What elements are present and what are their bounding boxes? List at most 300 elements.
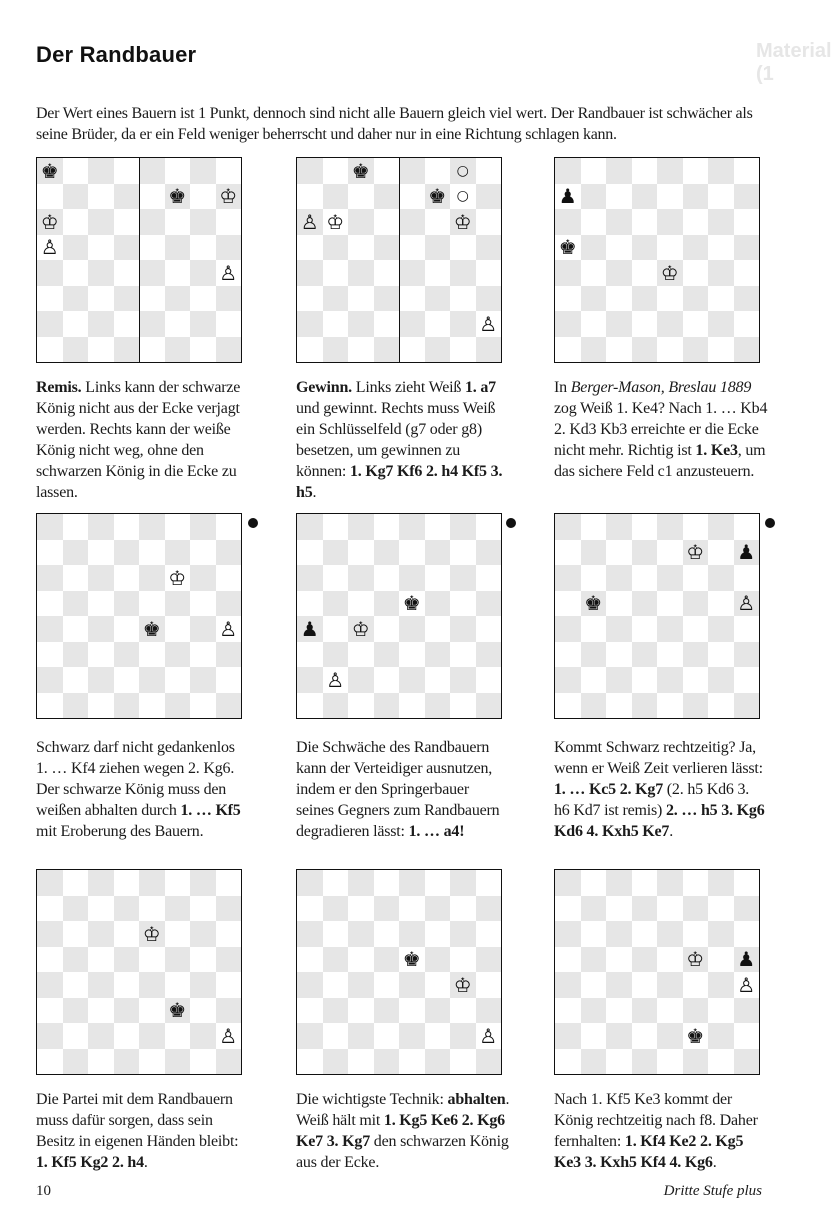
board-square-d3 <box>374 286 400 312</box>
key-square-marker-icon: ○ <box>456 162 469 179</box>
board-square-e3 <box>139 286 165 312</box>
board-square-a4 <box>37 972 63 998</box>
board-square-d8 <box>374 870 400 896</box>
board-square-a4 <box>555 616 581 642</box>
board-square-a5 <box>37 235 63 261</box>
board-square-f3 <box>683 642 709 668</box>
board-square-e4 <box>657 972 683 998</box>
board-square-d8 <box>114 158 140 184</box>
board-square-a7 <box>37 896 63 922</box>
board-square-h5 <box>216 947 242 973</box>
board-square-d7 <box>632 540 658 566</box>
board-square-a3 <box>555 286 581 312</box>
board-square-g7 <box>450 896 476 922</box>
board-square-g6 <box>190 565 216 591</box>
board-square-c8 <box>88 514 114 540</box>
board-square-e2 <box>399 1023 425 1049</box>
board-square-d7 <box>632 896 658 922</box>
board-square-f4 <box>425 260 451 286</box>
board-square-d2 <box>374 311 400 337</box>
board-square-f4 <box>425 972 451 998</box>
board-square-c1 <box>606 337 632 363</box>
board-square-h3 <box>734 642 760 668</box>
board-square-g3 <box>190 286 216 312</box>
board-square-c3 <box>348 998 374 1024</box>
board-square-h3 <box>476 286 502 312</box>
board-square-h2 <box>734 1023 760 1049</box>
board-square-d8 <box>632 514 658 540</box>
board-square-e5 <box>657 591 683 617</box>
board-square-b6 <box>581 209 607 235</box>
board-square-e7 <box>399 540 425 566</box>
board-square-h3 <box>216 642 242 668</box>
board-square-e6 <box>657 921 683 947</box>
board-square-g6 <box>450 921 476 947</box>
board-square-g7 <box>708 184 734 210</box>
board-square-f8 <box>425 870 451 896</box>
board-square-a4 <box>555 260 581 286</box>
board-square-f1 <box>425 337 451 363</box>
board-square-d3 <box>114 286 140 312</box>
board-square-b5 <box>63 235 89 261</box>
board-square-c3 <box>88 642 114 668</box>
board-square-a4 <box>297 972 323 998</box>
board-square-f5 <box>683 947 709 973</box>
black-king-icon: ♚ <box>402 947 421 972</box>
board-square-e8 <box>399 158 425 184</box>
board-square-e5 <box>399 591 425 617</box>
board-square-e7 <box>657 896 683 922</box>
board-square-g2 <box>190 1023 216 1049</box>
board-square-b6 <box>581 921 607 947</box>
board-square-g8 <box>708 514 734 540</box>
board-square-d3 <box>374 998 400 1024</box>
board-square-e1 <box>139 1049 165 1075</box>
board-square-h2 <box>734 311 760 337</box>
board-square-g2 <box>450 1023 476 1049</box>
board-square-g6 <box>708 565 734 591</box>
board-square-f8 <box>165 158 191 184</box>
board-square-d6 <box>374 209 400 235</box>
board-square-h7 <box>734 540 760 566</box>
board-square-h4 <box>734 260 760 286</box>
board-square-d4 <box>114 616 140 642</box>
board-square-a2 <box>297 667 323 693</box>
board-square-f4 <box>683 972 709 998</box>
board-square-b7 <box>63 184 89 210</box>
board-square-d8 <box>374 158 400 184</box>
board-square-c7 <box>348 184 374 210</box>
board-square-d6 <box>114 209 140 235</box>
board-square-g7 <box>708 540 734 566</box>
board-square-c6 <box>606 921 632 947</box>
board-square-c3 <box>606 998 632 1024</box>
board-square-f5 <box>165 235 191 261</box>
board-square-h8 <box>734 870 760 896</box>
board-square-g2 <box>450 667 476 693</box>
board-square-d6 <box>374 921 400 947</box>
white-pawn-icon: ♙ <box>479 311 498 336</box>
board-square-g1 <box>190 337 216 363</box>
black-king-icon: ♚ <box>168 184 187 209</box>
board-square-a2 <box>555 667 581 693</box>
board-square-a6 <box>37 921 63 947</box>
board-square-f7 <box>425 896 451 922</box>
board-square-f4 <box>425 616 451 642</box>
board-square-b6 <box>323 565 349 591</box>
board-square-c1 <box>348 693 374 719</box>
board-square-a3 <box>555 642 581 668</box>
white-king-icon: ♔ <box>660 260 679 285</box>
board-square-g5 <box>190 235 216 261</box>
board-square-c2 <box>88 311 114 337</box>
board-square-e5 <box>139 947 165 973</box>
board-square-a2 <box>297 1023 323 1049</box>
board-square-b2 <box>63 1023 89 1049</box>
board-square-b2 <box>63 311 89 337</box>
board-square-b1 <box>63 337 89 363</box>
board-square-g5 <box>708 235 734 261</box>
board-square-a7 <box>555 184 581 210</box>
board-square-f5 <box>683 591 709 617</box>
board-square-f7 <box>425 184 451 210</box>
board-square-c7 <box>88 540 114 566</box>
board-square-a5 <box>297 947 323 973</box>
board-square-d8 <box>114 514 140 540</box>
board-square-e8 <box>399 870 425 896</box>
board-square-f3 <box>165 642 191 668</box>
board-square-g5 <box>190 947 216 973</box>
board-square-d5 <box>374 947 400 973</box>
board-square-d6 <box>374 565 400 591</box>
white-pawn-icon: ♙ <box>737 972 756 997</box>
board-square-f7 <box>165 540 191 566</box>
board-square-c3 <box>606 286 632 312</box>
running-footer: Dritte Stufe plus <box>663 1183 762 1199</box>
board-square-a7 <box>297 540 323 566</box>
board-square-a3 <box>37 286 63 312</box>
board-square-a6 <box>555 209 581 235</box>
board-square-e6 <box>657 209 683 235</box>
board-square-h6 <box>216 921 242 947</box>
board-square-f2 <box>425 1023 451 1049</box>
board-square-g1 <box>708 693 734 719</box>
board-square-h7 <box>734 896 760 922</box>
board-square-c1 <box>88 693 114 719</box>
board-square-a1 <box>297 693 323 719</box>
board-square-f2 <box>165 311 191 337</box>
board-square-f5 <box>425 235 451 261</box>
board-square-b1 <box>581 337 607 363</box>
board-square-g1 <box>450 693 476 719</box>
board-square-f3 <box>425 998 451 1024</box>
board-square-e3 <box>657 998 683 1024</box>
board-square-g6 <box>450 209 476 235</box>
board-square-b5 <box>581 591 607 617</box>
board-square-e8 <box>657 158 683 184</box>
board-square-c8 <box>88 870 114 896</box>
board-square-e5 <box>399 947 425 973</box>
board-square-g4 <box>450 972 476 998</box>
board-square-g6 <box>708 209 734 235</box>
board-square-b5 <box>323 591 349 617</box>
board-square-a3 <box>297 286 323 312</box>
board-square-e3 <box>657 642 683 668</box>
board-square-f2 <box>165 667 191 693</box>
board-square-h4 <box>216 616 242 642</box>
board-square-d1 <box>632 337 658 363</box>
board-square-f6 <box>425 565 451 591</box>
board-square-e2 <box>399 311 425 337</box>
board-square-f1 <box>165 337 191 363</box>
board-square-b4 <box>323 260 349 286</box>
board-square-b3 <box>63 998 89 1024</box>
board-square-a8 <box>555 514 581 540</box>
white-king-icon: ♔ <box>168 565 187 590</box>
board-square-g7 <box>708 896 734 922</box>
board-square-e6 <box>399 209 425 235</box>
board-square-d2 <box>114 667 140 693</box>
board-square-a5 <box>555 591 581 617</box>
black-king-icon: ♚ <box>142 616 161 641</box>
board-square-c2 <box>348 1023 374 1049</box>
board-square-h5 <box>216 591 242 617</box>
board-square-b7 <box>63 896 89 922</box>
board-square-c8 <box>348 870 374 896</box>
board-square-a6 <box>297 921 323 947</box>
board-square-e4 <box>399 972 425 998</box>
board-square-c8 <box>348 514 374 540</box>
board-square-b4 <box>581 260 607 286</box>
board-square-b7 <box>63 540 89 566</box>
board-square-d6 <box>632 209 658 235</box>
board-square-h7 <box>216 540 242 566</box>
board-square-a2 <box>37 667 63 693</box>
black-pawn-icon: ♟ <box>300 616 319 641</box>
board-square-d3 <box>632 286 658 312</box>
board-square-b4 <box>323 972 349 998</box>
board-square-f3 <box>683 998 709 1024</box>
board-square-e8 <box>657 870 683 896</box>
board-square-d3 <box>632 998 658 1024</box>
board-square-e5 <box>139 235 165 261</box>
board-square-g5 <box>708 591 734 617</box>
board-square-g4 <box>708 616 734 642</box>
board-square-e1 <box>399 1049 425 1075</box>
board-square-c3 <box>88 286 114 312</box>
board-square-f7 <box>683 184 709 210</box>
board-square-a1 <box>297 337 323 363</box>
board-square-h1 <box>476 337 502 363</box>
board-square-b4 <box>581 616 607 642</box>
board-square-g7 <box>190 896 216 922</box>
board-square-e6 <box>399 921 425 947</box>
board-square-c3 <box>348 642 374 668</box>
board-square-f8 <box>165 514 191 540</box>
board-square-a8 <box>297 514 323 540</box>
board-square-c7 <box>606 540 632 566</box>
chess-diagram-1 <box>36 157 242 363</box>
board-square-g4 <box>190 260 216 286</box>
board-square-a1 <box>555 1049 581 1075</box>
board-square-h5 <box>476 947 502 973</box>
board-square-e1 <box>139 337 165 363</box>
board-square-e7 <box>399 184 425 210</box>
black-king-icon: ♚ <box>686 1023 705 1048</box>
board-square-e3 <box>657 286 683 312</box>
chess-diagram-2 <box>296 157 502 363</box>
board-square-a6 <box>555 921 581 947</box>
board-square-f3 <box>683 286 709 312</box>
board-square-h8 <box>476 158 502 184</box>
board-square-e5 <box>139 591 165 617</box>
board-square-g3 <box>450 642 476 668</box>
board-square-e4 <box>399 260 425 286</box>
board-square-h2 <box>734 667 760 693</box>
board-square-e8 <box>139 514 165 540</box>
white-king-icon: ♔ <box>686 947 705 972</box>
board-square-c4 <box>348 260 374 286</box>
board-square-f6 <box>425 921 451 947</box>
board-square-d6 <box>114 921 140 947</box>
board-square-g4 <box>190 616 216 642</box>
board-square-g2 <box>708 1023 734 1049</box>
board-square-b1 <box>323 1049 349 1075</box>
board-square-f6 <box>165 209 191 235</box>
board-square-c5 <box>88 947 114 973</box>
chess-diagram-8 <box>296 869 502 1075</box>
board-square-c7 <box>88 184 114 210</box>
board-square-b4 <box>63 260 89 286</box>
board-square-d4 <box>114 260 140 286</box>
board-square-g1 <box>708 1049 734 1075</box>
board-square-f2 <box>683 667 709 693</box>
board-square-f1 <box>425 1049 451 1075</box>
board-square-c2 <box>606 1023 632 1049</box>
board-square-d2 <box>374 667 400 693</box>
board-square-e3 <box>139 998 165 1024</box>
caption-diagram-5: Die Schwäche des Randbauern kann der Verteidiger ausnutzen, indem er den Springerbauer seines Gegners zum Randbauern degradieren lässt: 1. … a4! <box>296 739 500 840</box>
board-square-a2 <box>555 1023 581 1049</box>
board-square-a7 <box>37 184 63 210</box>
board-square-e7 <box>139 896 165 922</box>
board-square-f7 <box>683 896 709 922</box>
board-square-h2 <box>216 667 242 693</box>
black-pawn-icon: ♟ <box>558 184 577 209</box>
board-square-e7 <box>657 540 683 566</box>
board-square-c4 <box>88 260 114 286</box>
board-square-f1 <box>165 693 191 719</box>
board-square-h7 <box>476 896 502 922</box>
board-square-b8 <box>63 158 89 184</box>
chess-diagram-7 <box>36 869 242 1075</box>
board-square-f8 <box>683 870 709 896</box>
board-square-e6 <box>139 209 165 235</box>
board-square-g3 <box>190 998 216 1024</box>
board-square-h7 <box>476 184 502 210</box>
board-square-g3 <box>708 998 734 1024</box>
board-square-b2 <box>323 311 349 337</box>
board-square-h4 <box>476 616 502 642</box>
board-square-c6 <box>606 209 632 235</box>
board-square-f2 <box>683 1023 709 1049</box>
board-square-c4 <box>348 972 374 998</box>
board-square-h8 <box>734 158 760 184</box>
board-square-a8 <box>37 158 63 184</box>
board-square-a7 <box>555 540 581 566</box>
board-square-a5 <box>37 591 63 617</box>
board-square-c7 <box>88 896 114 922</box>
board-square-d8 <box>374 514 400 540</box>
board-square-f3 <box>425 642 451 668</box>
board-square-d4 <box>632 972 658 998</box>
board-square-a8 <box>297 870 323 896</box>
board-square-a5 <box>297 235 323 261</box>
board-square-h1 <box>476 1049 502 1075</box>
board-square-g2 <box>708 311 734 337</box>
board-square-g8 <box>190 870 216 896</box>
white-pawn-icon: ♙ <box>326 667 345 692</box>
board-square-h1 <box>734 337 760 363</box>
board-square-g5 <box>450 591 476 617</box>
board-square-d6 <box>632 565 658 591</box>
board-square-d5 <box>114 947 140 973</box>
board-square-b7 <box>581 184 607 210</box>
board-square-e6 <box>657 565 683 591</box>
board-square-a6 <box>37 209 63 235</box>
board-square-f4 <box>683 616 709 642</box>
board-square-a4 <box>37 616 63 642</box>
board-square-c3 <box>88 998 114 1024</box>
board-square-g7 <box>450 184 476 210</box>
board-square-a1 <box>297 1049 323 1075</box>
chess-diagram-4 <box>36 513 242 719</box>
board-square-c4 <box>88 972 114 998</box>
board-square-h3 <box>216 286 242 312</box>
board-square-f2 <box>425 667 451 693</box>
board-square-d4 <box>374 616 400 642</box>
board-square-c1 <box>88 337 114 363</box>
board-square-b7 <box>323 184 349 210</box>
board-square-g4 <box>450 616 476 642</box>
board-square-h4 <box>476 260 502 286</box>
board-square-a6 <box>297 209 323 235</box>
board-square-c8 <box>606 158 632 184</box>
board-square-d5 <box>374 591 400 617</box>
white-pawn-icon: ♙ <box>219 260 238 285</box>
board-square-b2 <box>323 667 349 693</box>
board-square-c4 <box>348 616 374 642</box>
board-square-e2 <box>657 667 683 693</box>
board-square-d4 <box>114 972 140 998</box>
board-square-g7 <box>190 540 216 566</box>
board-square-f2 <box>683 311 709 337</box>
board-square-a1 <box>555 337 581 363</box>
board-square-h6 <box>734 565 760 591</box>
black-king-icon: ♚ <box>168 998 187 1023</box>
board-square-b5 <box>581 235 607 261</box>
board-square-d4 <box>632 260 658 286</box>
board-square-a8 <box>297 158 323 184</box>
board-square-d1 <box>374 693 400 719</box>
board-square-g8 <box>450 158 476 184</box>
board-square-c2 <box>606 667 632 693</box>
board-square-c4 <box>606 972 632 998</box>
caption-diagram-9: Nach 1. Kf5 Ke3 kommt der König rechtzeitig nach f8. Daher fernhalten: 1. Kf4 Ke2 2. Kg5 Ke3 3. Kxh5 Kf4 4. Kg6. <box>554 1091 758 1171</box>
white-king-icon: ♔ <box>142 921 161 946</box>
board-square-c5 <box>606 235 632 261</box>
board-square-h3 <box>476 998 502 1024</box>
